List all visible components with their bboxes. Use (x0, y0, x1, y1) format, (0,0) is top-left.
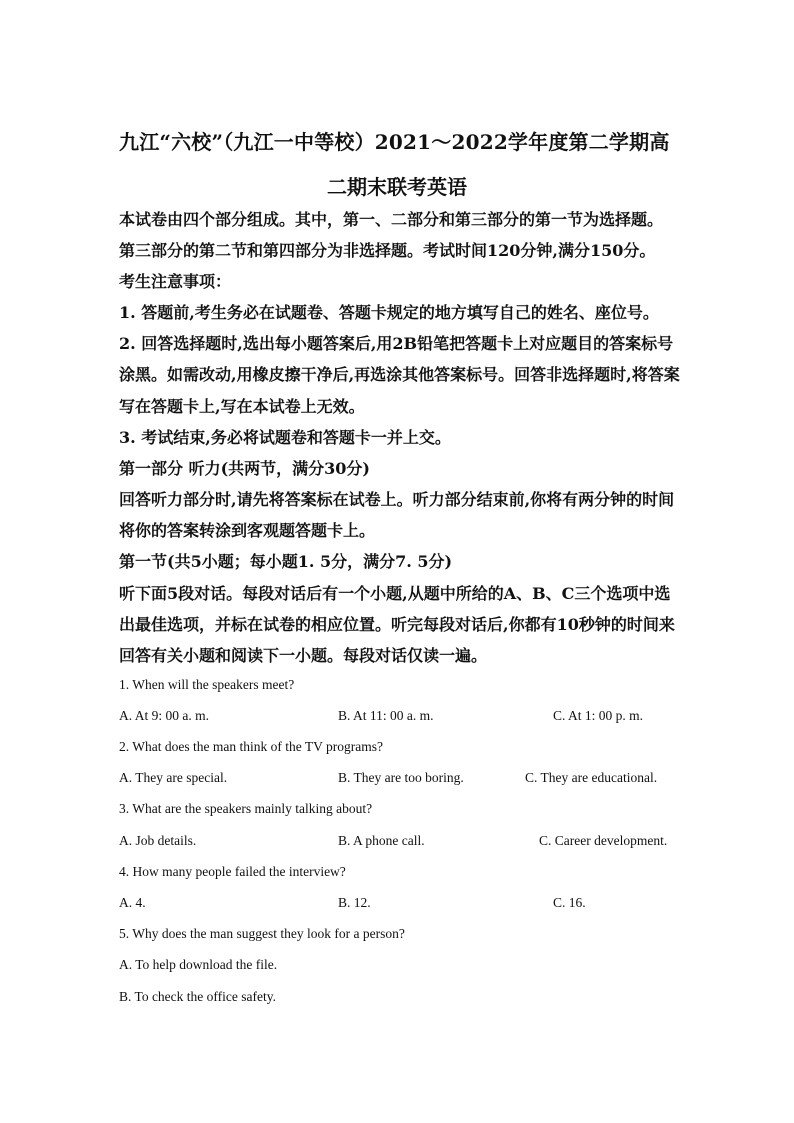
section1-instructions-line1: 听下面5段对话。每段对话后有一个小题,从题中所给的A、B、C三个选项中选 (119, 584, 671, 603)
intro-line2: 第三部分的第二节和第四部分为非选择题。考试时间120分钟,满分150分。 (119, 241, 656, 260)
part1-heading: 第一部分 听力(共两节，满分30分) (119, 459, 370, 478)
section1-instructions-line3: 回答有关小题和阅读下一小题。每段对话仅读一遍。 (119, 646, 488, 665)
exam-title-line2: 二期末联考英语 (327, 175, 467, 199)
section1-instructions-line2: 出最佳选项，并标在试卷的相应位置。听完每段对话后,你都有10秒钟的时间来 (119, 615, 675, 634)
section1-heading: 第一节(共5小题；每小题1. 5分，满分7. 5分) (119, 552, 453, 571)
question-5-text: 5. Why does the man suggest they look for a person? (119, 926, 405, 941)
question-1-text: 1. When will the speakers meet? (119, 677, 295, 692)
question-4-text: 4. How many people failed the interview? (119, 864, 346, 879)
question-4-option-a: A. 4. (119, 895, 146, 910)
question-2-text: 2. What does the man think of the TV programs? (119, 739, 383, 754)
question-5-option-b: B. To check the office safety. (119, 989, 276, 1004)
notice-item-1: 1. 答题前,考生务必在试题卷、答题卡规定的地方填写自己的姓名、座位号。 (119, 303, 659, 322)
question-3-text: 3. What are the speakers mainly talking about? (119, 801, 373, 816)
part1-instructions-line1: 回答听力部分时,请先将答案标在试卷上。听力部分结束前,你将有两分钟的时间 (119, 490, 675, 509)
question-4-option-c: C. 16. (553, 895, 586, 910)
notice-item-2-line3: 写在答题卡上,写在本试卷上无效。 (119, 397, 365, 416)
question-3-option-c: C. Career development. (539, 833, 668, 848)
intro-line1: 本试卷由四个部分组成。其中，第一、二部分和第三部分的第一节为选择题。 (119, 210, 664, 229)
part1-instructions-line2: 将你的答案转涂到客观题答题卡上。 (119, 521, 376, 540)
question-1-option-a: A. At 9: 00 a. m. (119, 708, 209, 723)
notice-item-2-line1: 2. 回答选择题时,选出每小题答案后,用2B铅笔把答题卡上对应题目的答案标号 (119, 334, 674, 353)
question-3-option-b: B. A phone call. (338, 833, 425, 848)
notice-heading: 考生注意事项： (119, 272, 232, 291)
question-2-option-a: A. They are special. (119, 770, 228, 785)
question-1-option-c: C. At 1: 00 p. m. (553, 708, 644, 723)
question-5-option-a: A. To help download the file. (119, 957, 278, 972)
question-1-option-b: B. At 11: 00 a. m. (338, 708, 434, 723)
question-4-option-b: B. 12. (338, 895, 371, 910)
question-3-option-a: A. Job details. (119, 833, 197, 848)
notice-item-3: 3. 考试结束,务必将试题卷和答题卡一并上交。 (119, 428, 451, 447)
notice-item-2-line2: 涂黑。如需改动,用橡皮擦干净后,再选涂其他答案标号。回答非选择题时,将答案 (119, 365, 680, 384)
question-2-option-b: B. They are too boring. (338, 770, 464, 785)
exam-title-line1: 九江“六校”（九江一中等校）2021～2022学年度第二学期高 (119, 130, 670, 154)
question-2-option-c: C. They are educational. (525, 770, 658, 785)
